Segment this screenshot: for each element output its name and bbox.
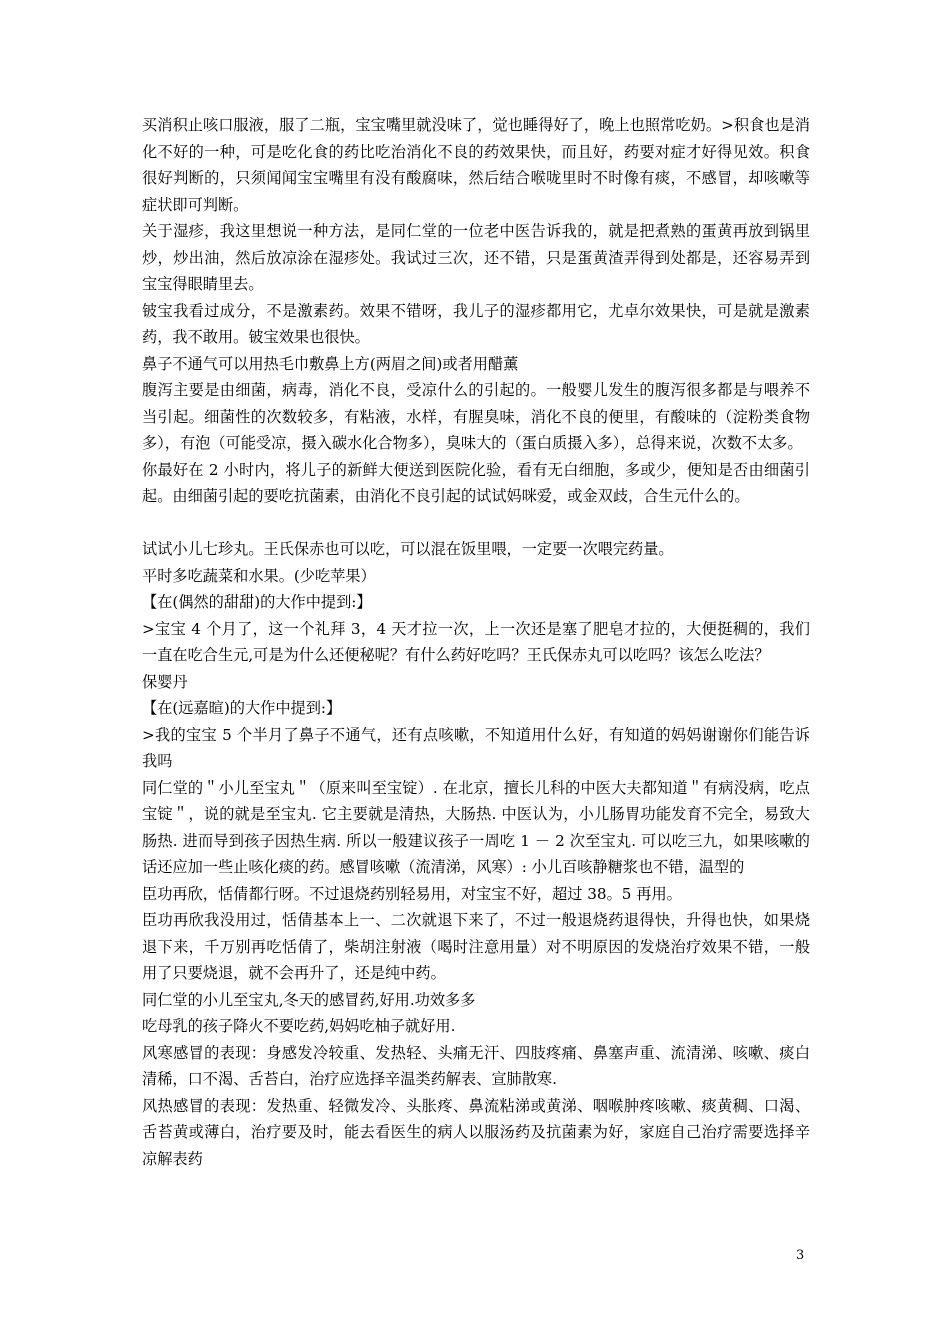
paragraph-3: 铍宝我看过成分，不是激素药。效果不错呀，我儿子的湿疹都用它，尤卓尔效果快，可是就是激素药，我不敢用。铍宝效果也很快。 bbox=[142, 301, 810, 346]
paragraph-2: 关于湿疹，我这里想说一种方法，是同仁堂的一位老中医告诉我的，就是把煮熟的蛋黄再放到锅里炒，炒出油，然后放凉涂在湿疹处。我试过三次，还不错，只是蛋黄渣弄得到处都是，还容易弄到宝宝得眼睛里去。 bbox=[142, 222, 810, 293]
blank-line bbox=[142, 510, 810, 537]
quote-header-2: 【在(远嘉暄)的大作中提到:】 bbox=[142, 699, 342, 717]
paragraph-6: 你最好在 2 小时内，将儿子的新鲜大便送到医院化验，看有无白细胞，多或少，便知是否由细菌引起。由细菌引起的要吃抗菌素，由消化不良引起的试试妈咪爱，或金双歧，合生元什么的。 bbox=[142, 460, 810, 505]
paragraph-12: 臣功再欣我没用过，恬倩基本上一、二次就退下来了，不过一般退烧药退得快，升得也快，如果烧退下来，千万别再吃恬倩了，柴胡注射液（喝时注意用量）对不明原因的发烧治疗效果不错，一般用了只要烧退，就不会再升了，还是纯中药。 bbox=[142, 911, 810, 982]
paragraph-14: 吃母乳的孩子降火不要吃药,妈妈吃柚子就好用. bbox=[142, 1017, 456, 1035]
paragraph-16: 风热感冒的表现：发热重、轻微发冷、头胀疼、鼻流粘涕或黄涕、咽喉肿疼咳嗽、痰黄稠、口渴、舌苔黄或薄白，治疗要及时，能去看医生的病人以服汤药及抗菌素为好，家庭自己治疗需要选择辛凉解表药 bbox=[142, 1096, 810, 1168]
paragraph-15: 风寒感冒的表现：身感发冷较重、发热轻、头痛无汗、四肢疼痛、鼻塞声重、流清涕、咳嗽、痰白清稀，口不渴、舌苔白，治疗应选择辛温类药解表、宣肺散寒. bbox=[142, 1043, 810, 1088]
paragraph-13: 同仁堂的小儿至宝丸,冬天的感冒药,好用.功效多多 bbox=[142, 990, 476, 1009]
paragraph-5: 腹泻主要是由细菌，病毒，消化不良，受凉什么的引起的。一般婴儿发生的腹泻很多都是与喂养不当引起。细菌性的次数较多，有粘液，水样，有腥臭味，消化不良的便里，有酸味的（淀粉类食物多），有泡（可能受凉，摄入碳水化合物多），臭味大的（蛋白质摄入多），总得来说，次数不太多。 bbox=[142, 381, 810, 452]
paragraph-11: 臣功再欣，恬倩都行呀。不过退烧药别轻易用，对宝宝不好，超过 38。5 再用。 bbox=[142, 884, 682, 903]
paragraph-1: 买消积止咳口服液，服了二瓶，宝宝嘴里就没味了，觉也睡得好了，晚上也照常吃奶。>积食也是消化不好的一种，可是吃化食的药比吃治消化不良的药效果快，而且好，药要对症才好得见效。积食很好判断的，只须闻闻宝宝嘴里有没有酸腐味，然后结合喉咙里时不时像有痰，不感冒，却咳嗽等症状即可判断。 bbox=[142, 116, 810, 214]
quote-text-1: >宝宝 4 个月了，这一个礼拜 3，4 天才拉一次，上一次还是塞了肥皂才拉的，大便挺稠的，我们一直在吃合生元,可是为什么还便秘呢？有什么药好吃吗？王氏保赤丸可以吃吗？该怎么吃法？ bbox=[142, 619, 810, 664]
paragraph-8: 平时多吃蔬菜和水果。(少吃苹果） bbox=[142, 566, 376, 585]
page-number: 3 bbox=[796, 1248, 805, 1263]
paragraph-10: 同仁堂的＂小儿至宝丸＂（原来叫至宝锭）. 在北京，擅长儿科的中医大夫都知道＂有病没病，吃点宝锭＂，说的就是至宝丸. 它主要就是清热，大肠热. 中医认为，小儿肠胃功能发育不完全，易致大肠热. 进而导到孩子因热生病. 所以一般建议孩子一周吃 1 － 2 次至宝丸. 可以吃三九，如果咳嗽的话还应加一些止咳化痰的药。感冒咳嗽（流清涕，风寒）: 小儿百咳静糖浆也不错，温型的 bbox=[142, 778, 810, 876]
body-text bbox=[142, 112, 810, 1172]
paragraph-7: 试试小儿七珍丸。王氏保赤也可以吃，可以混在饭里喂，一定要一次喂完药量。 bbox=[142, 540, 674, 558]
paragraph-4: 鼻子不通气可以用热毛巾敷鼻上方(两眉之间)或者用醋薰 bbox=[142, 354, 519, 373]
paragraph-9: 保婴丹 bbox=[142, 672, 188, 691]
quote-text-2: >我的宝宝 5 个半月了鼻子不通气，还有点咳嗽，不知道用什么好，有知道的妈妈谢谢你们能告诉我吗 bbox=[142, 725, 810, 770]
quote-header-1: 【在(偶然的甜甜)的大作中提到:】 bbox=[142, 593, 372, 611]
